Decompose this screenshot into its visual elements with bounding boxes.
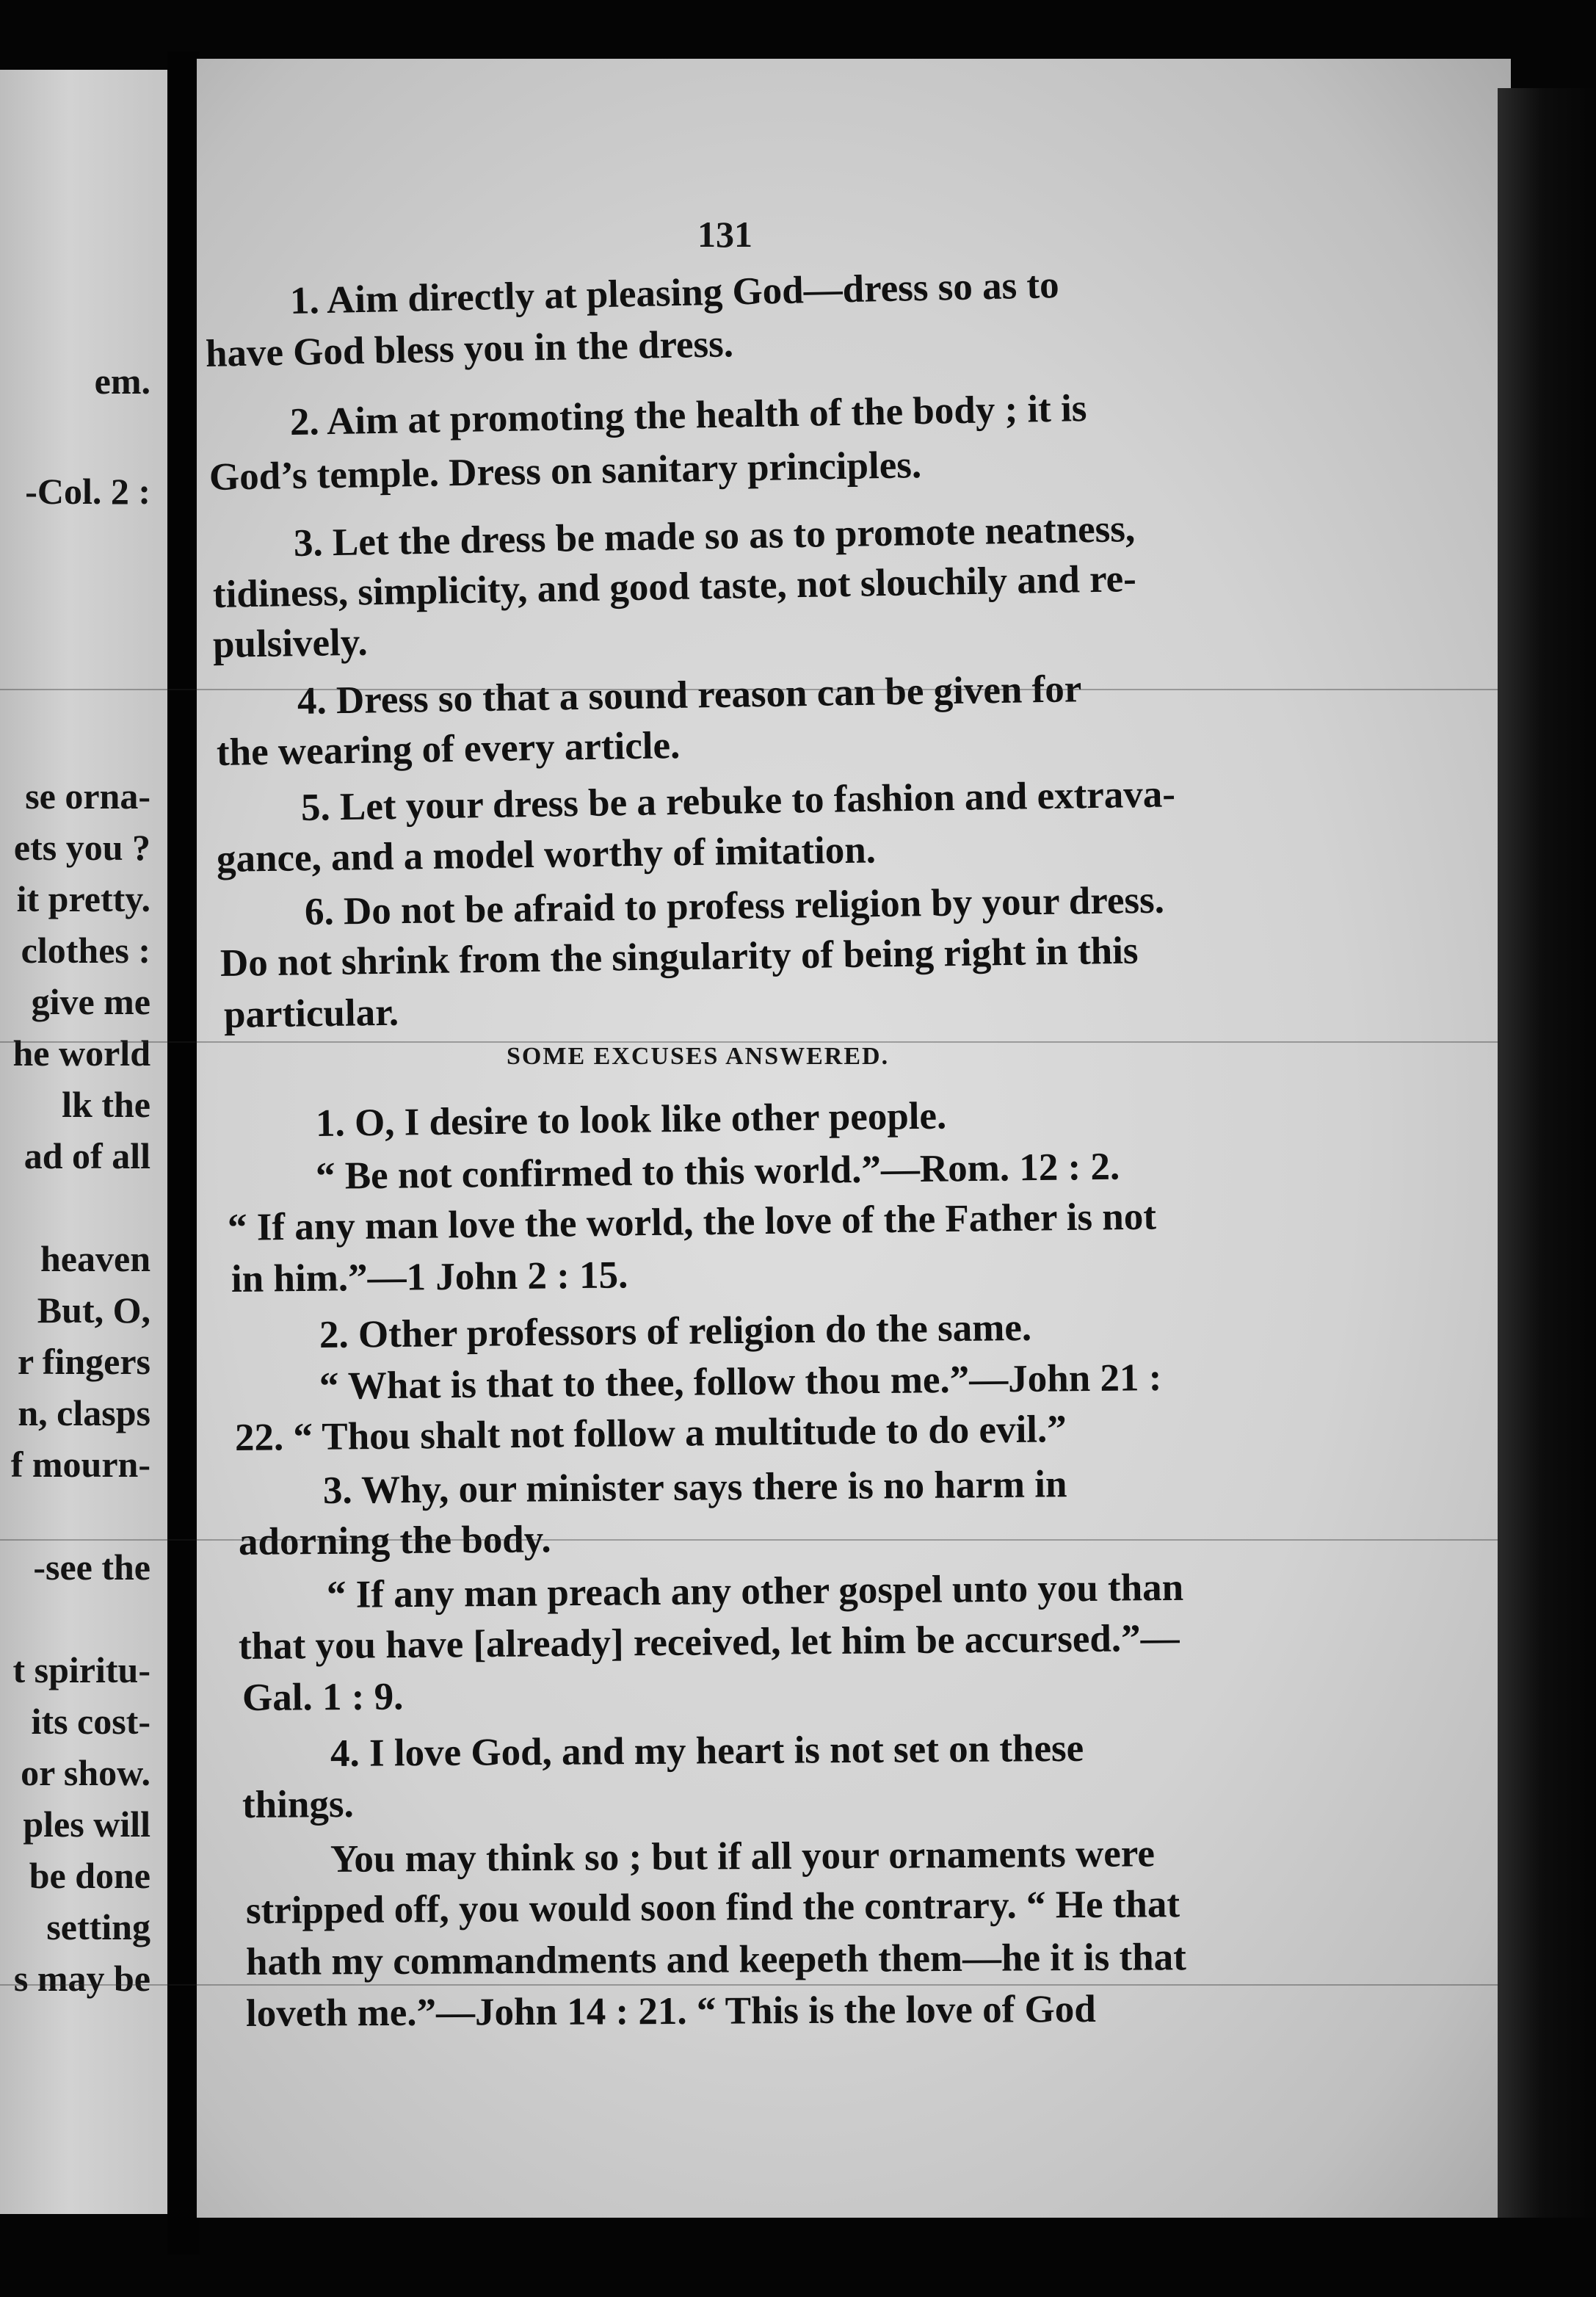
- text-line: 1. O, I desire to look like other people.: [315, 1094, 947, 1145]
- text-line: 6. Do not be afraid to profess religion by your dress.: [304, 878, 1165, 933]
- text-line: in him.”—1 John 2 : 15.: [231, 1254, 628, 1301]
- left-fragment: f mourn-: [10, 1444, 150, 1485]
- left-fragment: em.: [94, 361, 150, 402]
- text-line: God’s temple. Dress on sanitary principles.: [208, 444, 922, 499]
- section-heading: SOME EXCUSES ANSWERED.: [507, 1043, 890, 1070]
- left-fragment: give me: [31, 981, 150, 1022]
- text-line: adorning the body.: [238, 1518, 551, 1563]
- book-gutter: [167, 51, 200, 2254]
- left-fragment: its cost-: [31, 1701, 150, 1742]
- text-line: 4. Dress so that a sound reason can be given for: [297, 668, 1082, 723]
- text-line: hath my commandments and keepeth them—he it is that: [245, 1936, 1186, 1983]
- left-fragment: r fingers: [18, 1341, 150, 1382]
- left-fragment: setting: [46, 1906, 150, 1947]
- page-body-text: [205, 264, 1277, 2078]
- left-page: [0, 70, 173, 2214]
- text-line: the wearing of every article.: [216, 724, 681, 774]
- text-line: 1. Aim directly at pleasing God—dress so as to: [289, 264, 1060, 322]
- left-fragment: ad of all: [23, 1135, 150, 1176]
- left-fragment: -Col. 2 :: [25, 471, 150, 512]
- left-fragment: se orna-: [25, 775, 150, 817]
- text-line: tidiness, simplicity, and good taste, not slouchily and re-: [212, 557, 1137, 616]
- text-line: “ What is that to thee, follow thou me.”—John 21 :: [319, 1356, 1162, 1408]
- text-line: “ Be not confirmed to this world.”—Rom. 12 : 2.: [315, 1145, 1120, 1198]
- left-fragment: t spiritu-: [12, 1649, 150, 1690]
- page-number: 131: [697, 214, 752, 255]
- text-line: stripped off, you would soon find the contrary. “ He that: [245, 1883, 1180, 1932]
- left-fragment: lk the: [62, 1084, 150, 1125]
- text-line: pulsively.: [212, 621, 369, 666]
- left-fragment: But, O,: [37, 1289, 150, 1331]
- text-line: 3. Why, our minister says there is no harm in: [322, 1463, 1067, 1512]
- left-fragment: clothes :: [21, 930, 150, 971]
- text-line: 2. Other professors of religion do the same.: [319, 1306, 1032, 1356]
- scan-artifact-line: [0, 689, 1505, 690]
- left-fragment: be done: [29, 1855, 150, 1896]
- text-line: that you have [already] received, let him be accursed.”—: [238, 1616, 1180, 1668]
- text-line: You may think so ; but if all your ornaments were: [330, 1832, 1156, 1881]
- left-fragment: he world: [12, 1032, 150, 1074]
- text-line: gance, and a model worthy of imitation.: [216, 828, 877, 880]
- scan-artifact-line: [0, 1984, 1505, 1986]
- text-line: have God bless you in the dress.: [205, 322, 734, 375]
- left-fragment: heaven: [40, 1238, 150, 1279]
- text-line: Do not shrink from the singularity of being right in this: [220, 929, 1139, 985]
- left-fragment: ples will: [23, 1804, 150, 1845]
- text-line: particular.: [223, 991, 399, 1036]
- text-line: 22. “ Thou shalt not follow a multitude to do evil.”: [234, 1408, 1067, 1459]
- scan-artifact-line: [0, 1539, 1505, 1541]
- left-fragment: ets you ?: [13, 827, 150, 868]
- left-fragment: it pretty.: [16, 878, 150, 919]
- left-fragment: n, clasps: [18, 1392, 150, 1433]
- text-line: loveth me.”—John 14 : 21. “ This is the love of God: [245, 1987, 1096, 2035]
- left-fragment: -see the: [33, 1547, 150, 1588]
- left-page-text-fragments: [0, 70, 173, 2214]
- text-line: 3. Let the dress be made so as to promote neatness,: [293, 507, 1136, 565]
- scan-artifact-line: [0, 1041, 1505, 1043]
- left-fragment: s may be: [13, 1958, 150, 1999]
- text-line: “ If any man love the world, the love of the Father is not: [227, 1195, 1157, 1249]
- text-line: “ If any man preach any other gospel unto you than: [326, 1566, 1184, 1616]
- left-fragment: or show.: [21, 1752, 150, 1793]
- text-line: Gal. 1 : 9.: [242, 1675, 404, 1719]
- text-line: 5. Let your dress be a rebuke to fashion and extrava-: [300, 773, 1176, 829]
- text-line: 2. Aim at promoting the health of the body ; it is: [289, 387, 1087, 444]
- page-edge-shadow: [1498, 88, 1596, 2218]
- text-line: things.: [242, 1782, 354, 1826]
- text-line: 4. I love God, and my heart is not set on these: [330, 1726, 1084, 1775]
